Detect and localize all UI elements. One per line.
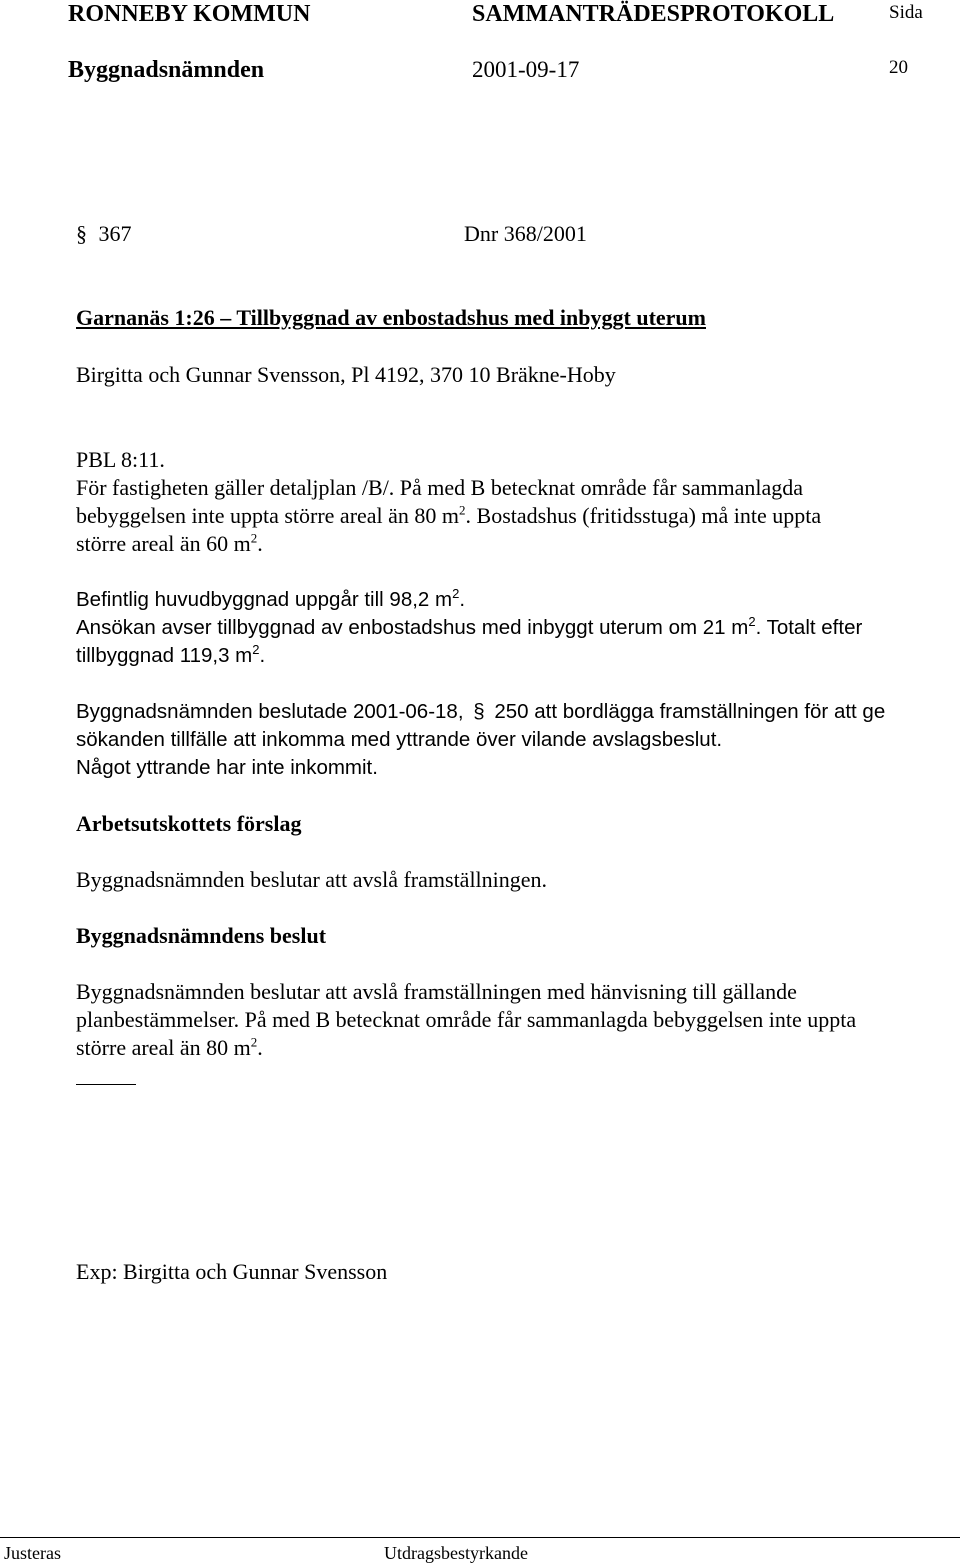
decision-text-line: Byggnadsnämnden beslutar att avslå framställningen med hänvisning till gällande (76, 979, 797, 1004)
text-span: . (459, 588, 466, 611)
decision-text-line: planbestämmelser. På med B betecknat område får sammanlagda bebyggelsen inte uppta (76, 1007, 857, 1032)
distribution-note: Exp: Birgitta och Gunnar Svensson (76, 1259, 388, 1284)
decision-text-line (76, 1034, 263, 1062)
superscript: 2 (252, 642, 260, 658)
text-span: . (257, 531, 263, 556)
pbl-text-line: För fastigheten gäller detaljplan /B/. På med B betecknat område får sammanlagda (76, 475, 803, 500)
text-span: . Totalt efter (755, 616, 863, 639)
text-span: . Bostadshus (fritidsstuga) må inte uppta (465, 503, 822, 528)
text-span: bebyggelsen inte uppta större areal än 80 m (76, 503, 460, 528)
municipality-name: RONNEBY KOMMUN (68, 1, 311, 27)
superscript: 2 (250, 1034, 258, 1050)
page-label: Sida (889, 2, 923, 23)
text-span: . (257, 1035, 263, 1060)
applicant: Birgitta och Gunnar Svensson, Pl 4192, 370 10 Bräkne-Hoby (76, 362, 616, 387)
case-number: Dnr 368/2001 (464, 221, 587, 246)
text-span: större areal än 80 m (76, 1035, 251, 1060)
decision-heading: Byggnadsnämndens beslut (76, 923, 327, 948)
text-span: Befintlig huvudbyggnad uppgår till 98,2 m (76, 588, 453, 611)
text-span: tillbyggnad 119,3 m (76, 644, 253, 667)
pbl-reference: PBL 8:11. (76, 447, 165, 472)
existing-building-line (76, 586, 465, 614)
application-line (76, 614, 862, 642)
prior-decision-line (76, 698, 885, 726)
superscript: 2 (452, 586, 460, 602)
proposal-text: Byggnadsnämnden beslutar att avslå framställningen. (76, 867, 548, 892)
text-span: större areal än 60 m (76, 531, 251, 556)
total-area-line (76, 642, 265, 670)
superscript: 2 (250, 530, 258, 546)
superscript: 2 (459, 502, 466, 518)
superscript: 2 (748, 614, 756, 630)
section-symbol: § (76, 221, 87, 246)
footer-justeras: Justeras (4, 1543, 61, 1563)
meeting-date: 2001-09-17 (472, 57, 580, 82)
proposal-heading: Arbetsutskottets förslag (76, 811, 302, 836)
text-span: . (259, 644, 266, 667)
item-number (76, 220, 132, 248)
separator-line (76, 1084, 136, 1085)
text-span: 250 att bordlägga framställningen för att ge (494, 700, 886, 723)
pbl-text-line (76, 502, 821, 530)
prior-decision-line: sökanden tillfälle att inkomma med yttrande över vilande avslagsbeslut. (76, 728, 723, 751)
case-title: Garnanäs 1:26 – Tillbyggnad av enbostadshus med inbyggt uterum (76, 305, 706, 330)
footer-utdragsbestyrkande: Utdragsbestyrkande (384, 1543, 528, 1563)
text-span: Byggnadsnämnden beslutade 2001-06-18, (76, 700, 464, 723)
pbl-text-line (76, 530, 263, 558)
section-symbol: § (473, 700, 485, 723)
page-number: 20 (889, 57, 908, 78)
prior-decision-line: Något yttrande har inte inkommit. (76, 756, 378, 779)
text-span: Ansökan avser tillbyggnad av enbostadshus med inbyggt uterum om 21 m (76, 616, 749, 639)
item-number-value: 367 (98, 221, 132, 246)
document-type: SAMMANTRÄDESPROTOKOLL (472, 1, 835, 27)
committee-name: Byggnadsnämnden (68, 57, 265, 83)
footer-line (0, 1537, 960, 1538)
